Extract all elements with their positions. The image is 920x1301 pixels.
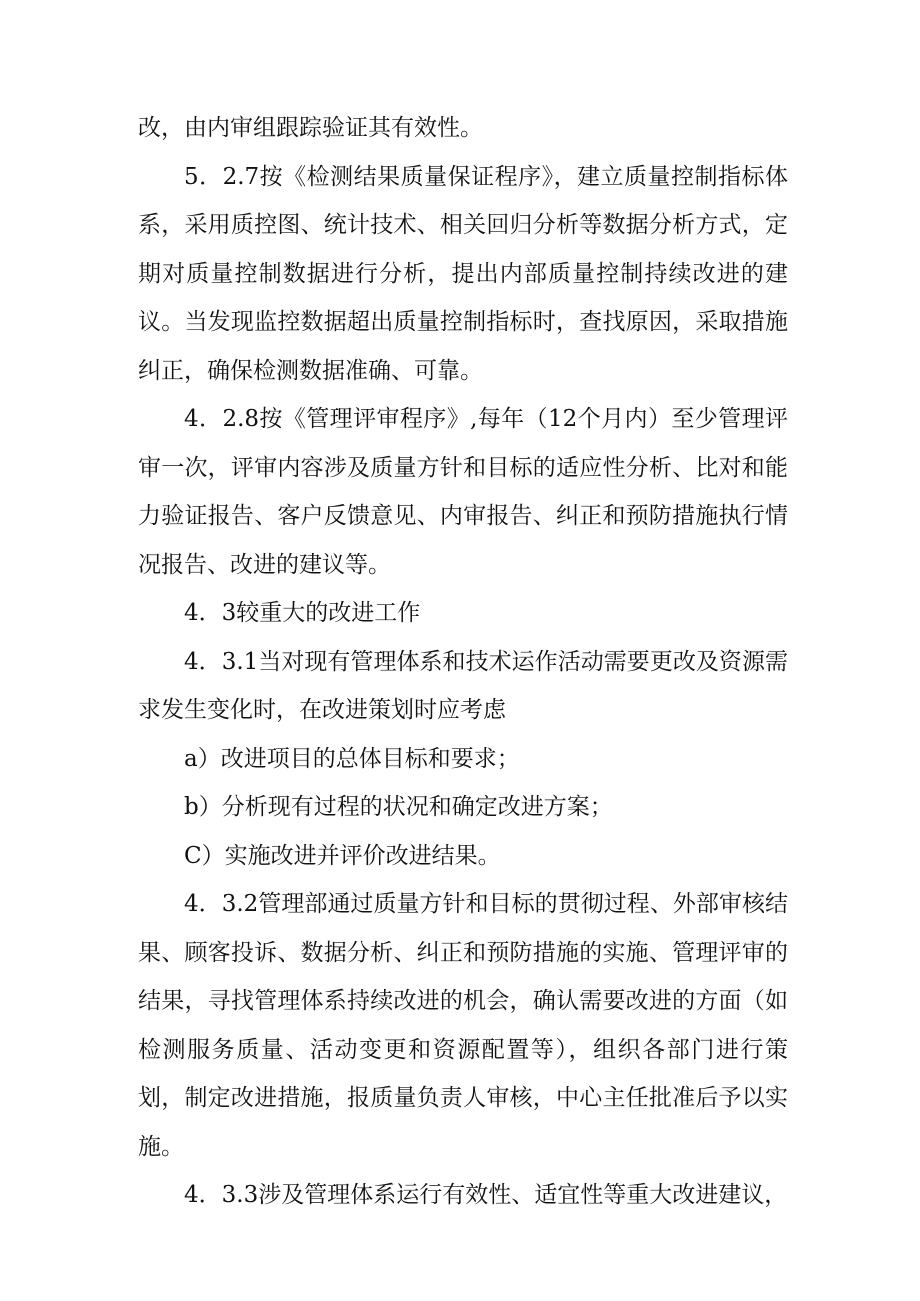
paragraph-10: 4．3.3涉及管理体系运行有效性、适宜性等重大改进建议， [184,1182,788,1208]
paragraph-1: 改，由内审组跟踪验证其有效性。 [138,115,483,141]
paragraph-4: 4．3较重大的改进工作 [184,600,421,626]
list-item-a: a）改进项目的总体目标和要求； [184,745,520,772]
paragraph-5: 4．3.1当对现有管理体系和技术运作活动需要更改及资源需求发生变化时，在改进策划时应考虑 [138,648,788,723]
document-body [138,104,788,1220]
list-item-b: b）分析现有过程的状况和确定改进方案； [184,794,613,820]
paragraph-3: 4．2.8按《管理评审程序》,每年（12个月内）至少管理评审一次，评审内容涉及质量方针和目标的适应性分析、比对和能力验证报告、客户反馈意见、内审报告、纠正和预防措施执行情况报告、改进的建议等。 [138,406,788,578]
list-item-c: C）实施改进并评价改进结果。 [184,842,501,869]
paragraph-9: 4．3.2管理部通过质量方针和目标的贯彻过程、外部审核结果、顾客投诉、数据分析、纠正和预防措施的实施、管理评审的结果，寻找管理体系持续改进的机会，确认需要改进的方面（如检测服务质量、活动变更和资源配置等），组织各部门进行策划，制定改进措施，报质量负责人审核，中心主任批准后予以实施。 [138,891,788,1160]
paragraph-2: 5．2.7按《检测结果质量保证程序》，建立质量控制指标体系，采用质控图、统计技术、相关回归分析等数据分析方式，定期对质量控制数据进行分析，提出内部质量控制持续改进的建议。当发现监控数据超出质量控制指标时，查找原因，采取措施纠正，确保检测数据准确、可靠。 [138,163,788,384]
